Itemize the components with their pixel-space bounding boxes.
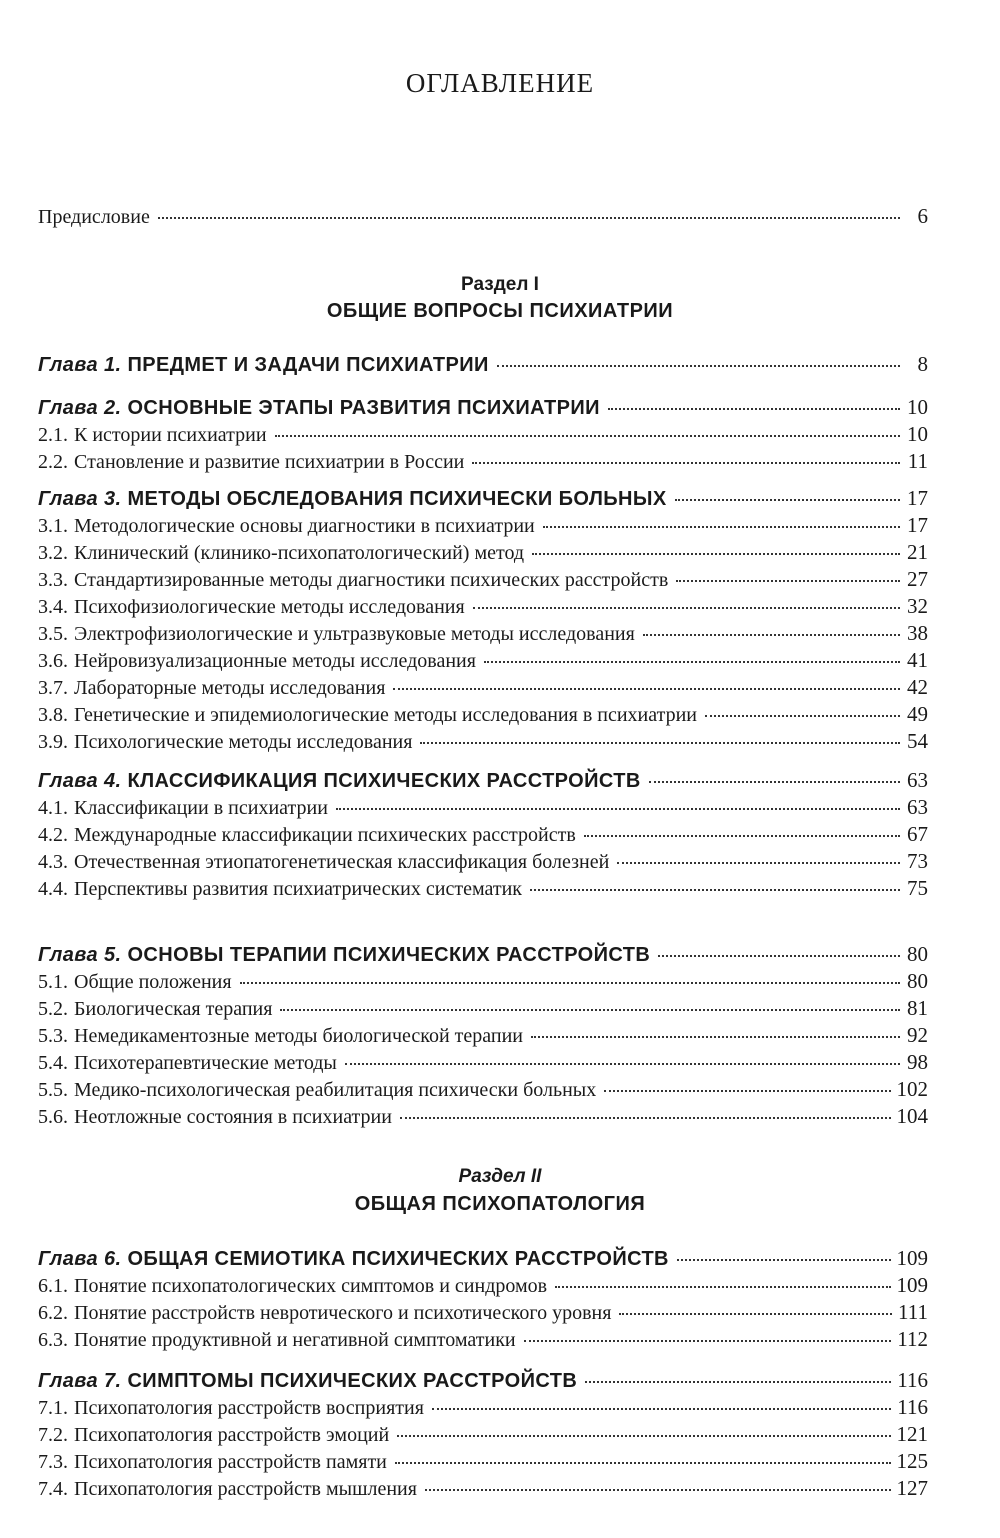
chapter-row-title: ОСНОВЫ ТЕРАПИИ ПСИХИЧЕСКИХ РАССТРОЙСТВ — [127, 944, 651, 966]
section-row[interactable] — [38, 675, 928, 700]
dot-leader — [524, 1339, 892, 1342]
section-row-title: Отечественная этиопатогенетическая классификация болезней — [74, 851, 610, 873]
dot-leader — [658, 954, 900, 957]
dot-leader — [397, 1434, 890, 1437]
section-row-title: Нейровизуализационные методы исследования — [74, 650, 476, 672]
section-row-page: 17 — [907, 513, 928, 537]
dot-leader — [473, 606, 900, 609]
dot-leader — [345, 1062, 900, 1065]
dot-leader — [530, 888, 900, 891]
chapter-row[interactable] — [38, 395, 928, 420]
section-row[interactable] — [38, 1077, 928, 1102]
chapter-row[interactable] — [38, 1246, 928, 1271]
section-row-page: 104 — [896, 1104, 928, 1128]
preface-row[interactable] — [38, 204, 928, 229]
chapter-row-title: СИМПТОМЫ ПСИХИЧЕСКИХ РАССТРОЙСТВ — [127, 1370, 578, 1392]
section-row[interactable] — [38, 1476, 928, 1501]
section-row-page: 121 — [896, 1422, 928, 1446]
dot-leader — [643, 633, 900, 636]
chapter-row-title: МЕТОДЫ ОБСЛЕДОВАНИЯ ПСИХИЧЕСКИ БОЛЬНЫХ — [127, 488, 667, 510]
section-row-title: Психопатология расстройств мышления — [74, 1478, 417, 1500]
section-row[interactable] — [38, 729, 928, 754]
section-row-page: 111 — [898, 1300, 928, 1324]
dot-leader — [432, 1407, 891, 1410]
section-row-page: 73 — [907, 849, 928, 873]
section-row-label — [38, 998, 272, 1021]
section-row-number: 5.3. — [38, 1025, 68, 1047]
chapter-row-number: Глава 1. — [38, 354, 122, 376]
dot-leader — [400, 1116, 891, 1119]
chapter-row-title: ПРЕДМЕТ И ЗАДАЧИ ПСИХИАТРИИ — [127, 354, 489, 376]
section-row[interactable] — [38, 849, 928, 874]
section-row-label — [38, 596, 465, 619]
chapter-row[interactable] — [38, 942, 928, 967]
section-row-title: Психофизиологические методы исследования — [74, 596, 465, 618]
section-row-number: 2.1. — [38, 424, 68, 446]
section-row[interactable] — [38, 1422, 928, 1447]
chapter-row-number: Глава 4. — [38, 770, 122, 792]
dot-leader — [608, 407, 900, 410]
chapter-row-title: ОБЩАЯ СЕМИОТИКА ПСИХИЧЕСКИХ РАССТРОЙСТВ — [127, 1248, 669, 1270]
section-row-page: 38 — [907, 621, 928, 645]
dot-leader — [336, 807, 900, 810]
section-row[interactable] — [38, 876, 928, 901]
dot-leader — [619, 1312, 892, 1315]
chapter-row-title: ОСНОВНЫЕ ЭТАПЫ РАЗВИТИЯ ПСИХИАТРИИ — [127, 397, 600, 419]
section-row-title: Понятие продуктивной и негативной симптоматики — [74, 1329, 516, 1351]
section-row-page: 27 — [907, 567, 928, 591]
dot-leader — [649, 780, 900, 783]
section-row-page: 109 — [896, 1273, 928, 1297]
section-row[interactable] — [38, 996, 928, 1021]
section-row[interactable] — [38, 540, 928, 565]
dot-leader — [484, 660, 900, 663]
section-row-number: 7.3. — [38, 1451, 68, 1473]
section-row-label — [38, 824, 576, 847]
chapter-row-page: 116 — [897, 1368, 928, 1392]
section-row-number: 5.2. — [38, 998, 68, 1020]
section-row[interactable] — [38, 1023, 928, 1048]
dot-leader — [158, 216, 900, 219]
section-row[interactable] — [38, 1395, 928, 1420]
section-row-label — [38, 878, 522, 901]
section-row-title: Стандартизированные методы диагностики психических расстройств — [74, 569, 669, 591]
section-row-label — [38, 569, 668, 592]
section-row-label — [38, 1079, 596, 1102]
section-row-page: 67 — [907, 822, 928, 846]
section-row-page: 125 — [896, 1449, 928, 1473]
dot-leader — [617, 861, 900, 864]
section-row-number: 3.2. — [38, 542, 68, 564]
section-row[interactable] — [38, 648, 928, 673]
section-row-title: Клинический (клинико-психопатологический) метод — [74, 542, 525, 564]
dot-leader — [604, 1089, 890, 1092]
dot-leader — [555, 1285, 890, 1288]
chapter-row[interactable] — [38, 486, 928, 511]
section-row-label — [38, 1302, 611, 1325]
dot-leader — [275, 434, 900, 437]
section-row-title: Методологические основы диагностики в психиатрии — [74, 515, 535, 537]
section-row[interactable] — [38, 594, 928, 619]
section-row-number: 5.5. — [38, 1079, 68, 1101]
dot-leader — [532, 552, 900, 555]
section-row-label — [38, 451, 464, 474]
section-row-title: Психопатология расстройств памяти — [74, 1451, 387, 1473]
dot-leader — [472, 461, 900, 464]
dot-leader — [677, 1258, 891, 1261]
section-row-page: 102 — [896, 1077, 928, 1101]
chapter-row-label — [38, 1370, 577, 1393]
section-row-title: Биологическая терапия — [74, 998, 273, 1020]
dot-leader — [497, 364, 900, 367]
section-row-page: 21 — [907, 540, 928, 564]
part1-label: Раздел I — [461, 274, 539, 295]
section-row-label — [38, 1478, 417, 1501]
section-row-number: 6.2. — [38, 1302, 68, 1324]
section-row-page: 49 — [907, 702, 928, 726]
section-row-number: 7.4. — [38, 1478, 68, 1500]
section-row-label — [38, 1025, 523, 1048]
section-row-number: 3.4. — [38, 596, 68, 618]
chapter-row-label — [38, 770, 641, 793]
section-row-number: 3.3. — [38, 569, 68, 591]
chapter-row-number: Глава 6. — [38, 1248, 122, 1270]
section-row[interactable] — [38, 422, 928, 447]
section-row-page: 54 — [907, 729, 928, 753]
section-row-number: 3.9. — [38, 731, 68, 753]
section-row-label — [38, 650, 476, 673]
section-row-number: 3.7. — [38, 677, 68, 699]
preface-label: Предисловие — [38, 206, 150, 228]
section-row-label — [38, 797, 328, 820]
section-row-title: К истории психиатрии — [74, 424, 267, 446]
section-row-page: 63 — [907, 795, 928, 819]
section-row-title: Перспективы развития психиатрических систематик — [74, 878, 522, 900]
section-row-page: 11 — [907, 449, 928, 473]
section-row[interactable] — [38, 1449, 928, 1474]
section-row[interactable] — [38, 567, 928, 592]
section-row-number: 4.4. — [38, 878, 68, 900]
section-row-page: 10 — [907, 422, 928, 446]
chapter-row[interactable] — [38, 768, 928, 793]
chapter-row[interactable] — [38, 1368, 928, 1393]
section-row-label — [38, 1106, 392, 1129]
section-row-number: 5.1. — [38, 971, 68, 993]
section-row-page: 127 — [896, 1476, 928, 1500]
section-row-title: Психологические методы исследования — [74, 731, 413, 753]
chapter-row-label — [38, 397, 600, 420]
section-row-page: 41 — [907, 648, 928, 672]
section-row[interactable] — [38, 822, 928, 847]
chapter-row-page: 8 — [917, 352, 928, 376]
section-row-label — [38, 851, 609, 874]
section-row-number: 5.6. — [38, 1106, 68, 1128]
section-row[interactable] — [38, 1104, 928, 1129]
section-row-title: Понятие психопатологических симптомов и синдромов — [74, 1275, 548, 1297]
section-row[interactable] — [38, 1273, 928, 1298]
section-row-label — [38, 971, 232, 994]
section-row[interactable] — [38, 1327, 928, 1352]
preface-page: 6 — [917, 204, 928, 228]
chapter-row-number: Глава 5. — [38, 944, 122, 966]
section-row-title: Медико-психологическая реабилитация психически больных — [74, 1079, 597, 1101]
section-row[interactable] — [38, 513, 928, 538]
section-row[interactable] — [38, 621, 928, 646]
dot-leader — [393, 687, 900, 690]
chapter-row-page: 109 — [896, 1246, 928, 1270]
chapter-row-page: 10 — [907, 395, 928, 419]
chapter-row[interactable] — [38, 352, 928, 377]
dot-leader — [543, 525, 900, 528]
section-row[interactable] — [38, 795, 928, 820]
section-row-title: Электрофизиологические и ультразвуковые методы исследования — [74, 623, 635, 645]
section-row-label — [38, 1052, 337, 1075]
section-row[interactable] — [38, 969, 928, 994]
section-row-label — [38, 542, 524, 565]
section-row-title: Психопатология расстройств эмоций — [74, 1424, 390, 1446]
chapter-row-label — [38, 1248, 669, 1271]
part2-title: ОБЩАЯ ПСИХОПАТОЛОГИЯ — [354, 1193, 646, 1215]
section-row-page: 116 — [897, 1395, 928, 1419]
dot-leader — [675, 498, 900, 501]
section-row-title: Неотложные состояния в психиатрии — [74, 1106, 392, 1128]
section-row-number: 3.8. — [38, 704, 68, 726]
section-row-title: Немедикаментозные методы биологической терапии — [74, 1025, 523, 1047]
chapter-row-number: Глава 2. — [38, 397, 122, 419]
section-row-label — [38, 1424, 389, 1447]
section-row-label — [38, 731, 412, 754]
section-row-title: Психопатология расстройств восприятия — [74, 1397, 424, 1419]
section-row-title: Психотерапевтические методы — [74, 1052, 337, 1074]
section-row-page: 112 — [897, 1327, 928, 1351]
section-row-page: 92 — [907, 1023, 928, 1047]
section-row-number: 3.5. — [38, 623, 68, 645]
section-row-page: 98 — [907, 1050, 928, 1074]
section-row-page: 75 — [907, 876, 928, 900]
dot-leader — [584, 834, 900, 837]
section-row-number: 4.1. — [38, 797, 68, 819]
section-row-number: 3.1. — [38, 515, 68, 537]
dot-leader — [240, 981, 900, 984]
part1-title: ОБЩИЕ ВОПРОСЫ ПСИХИАТРИИ — [326, 300, 674, 322]
dot-leader — [585, 1380, 891, 1383]
section-row-title: Генетические и эпидемиологические методы исследования в психиатрии — [74, 704, 697, 726]
section-row-title: Становление и развитие психиатрии в России — [74, 451, 465, 473]
section-row-label — [38, 424, 267, 447]
chapter-row-number: Глава 7. — [38, 1370, 122, 1392]
section-row-label — [38, 1397, 424, 1420]
section-row-label — [38, 677, 385, 700]
section-row[interactable] — [38, 449, 928, 474]
section-row-label — [38, 1329, 516, 1352]
dot-leader — [420, 741, 900, 744]
dot-leader — [676, 579, 900, 582]
dot-leader — [425, 1488, 891, 1491]
section-row-number: 3.6. — [38, 650, 68, 672]
chapter-row-label — [38, 944, 650, 967]
chapter-row-page: 80 — [907, 942, 928, 966]
section-row-label — [38, 623, 635, 646]
section-row[interactable] — [38, 1300, 928, 1325]
section-row-number: 6.3. — [38, 1329, 68, 1351]
section-row[interactable] — [38, 702, 928, 727]
section-row[interactable] — [38, 1050, 928, 1075]
section-row-title: Классификации в психиатрии — [74, 797, 328, 819]
section-row-number: 7.1. — [38, 1397, 68, 1419]
section-row-label — [38, 515, 535, 538]
section-row-page: 80 — [907, 969, 928, 993]
section-row-number: 7.2. — [38, 1424, 68, 1446]
page-title: ОГЛАВЛЕНИЕ — [405, 68, 595, 98]
section-row-label — [38, 704, 697, 727]
dot-leader — [280, 1008, 900, 1011]
chapter-row-page: 17 — [907, 486, 928, 510]
section-row-number: 5.4. — [38, 1052, 68, 1074]
dot-leader — [531, 1035, 900, 1038]
chapter-row-label — [38, 488, 667, 511]
section-row-label — [38, 1451, 387, 1474]
part2-label: Раздел II — [458, 1166, 542, 1187]
section-row-number: 2.2. — [38, 451, 68, 473]
chapter-row-number: Глава 3. — [38, 488, 122, 510]
section-row-title: Общие положения — [74, 971, 232, 993]
section-row-number: 4.3. — [38, 851, 68, 873]
section-row-number: 6.1. — [38, 1275, 68, 1297]
dot-leader — [705, 714, 900, 717]
section-row-number: 4.2. — [38, 824, 68, 846]
section-row-page: 42 — [907, 675, 928, 699]
chapter-row-label — [38, 354, 489, 377]
section-row-title: Понятие расстройств невротического и психотического уровня — [74, 1302, 612, 1324]
section-row-label — [38, 1275, 547, 1298]
section-row-page: 81 — [907, 996, 928, 1020]
chapter-row-page: 63 — [907, 768, 928, 792]
section-row-title: Лабораторные методы исследования — [74, 677, 386, 699]
section-row-page: 32 — [907, 594, 928, 618]
section-row-title: Международные классификации психических расстройств — [74, 824, 576, 846]
dot-leader — [395, 1461, 891, 1464]
chapter-row-title: КЛАССИФИКАЦИЯ ПСИХИЧЕСКИХ РАССТРОЙСТВ — [127, 770, 641, 792]
